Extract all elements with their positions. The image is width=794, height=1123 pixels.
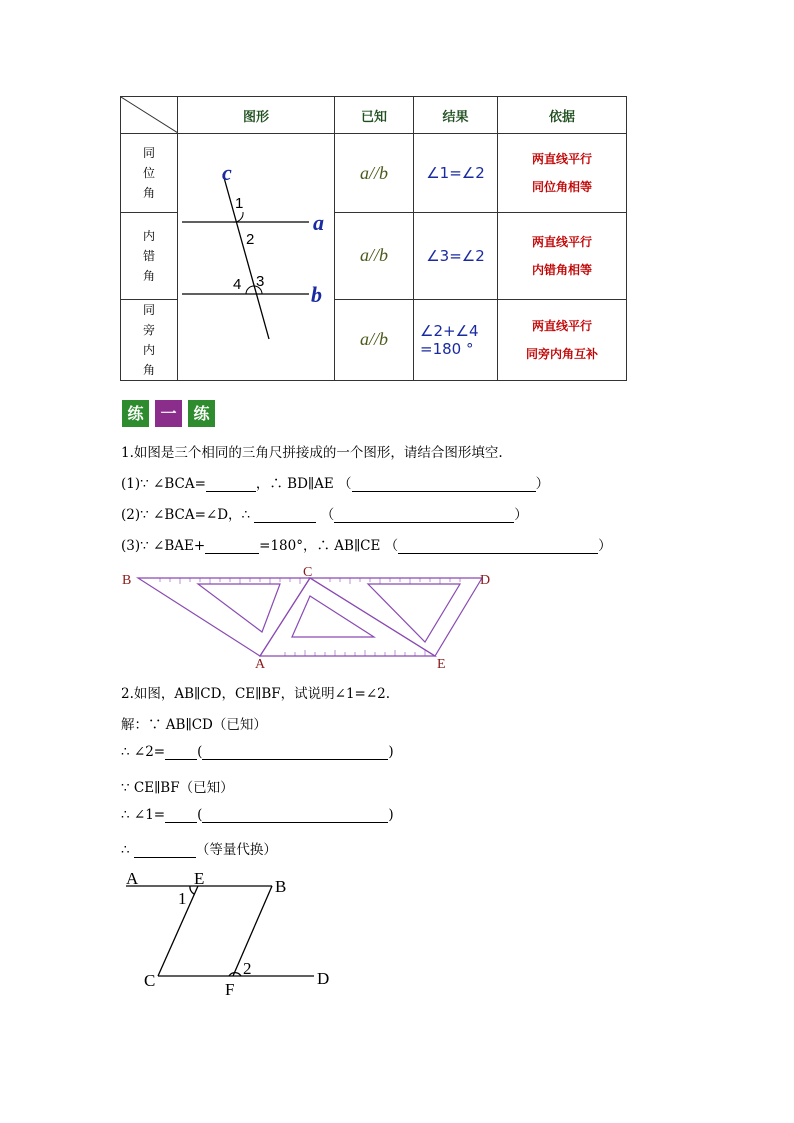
- angle-1-label-q2: 1: [178, 889, 187, 908]
- inner-cutout-middle: [292, 596, 374, 637]
- banner-char-3: 练: [188, 400, 215, 427]
- q1-blank-1a[interactable]: [206, 477, 256, 492]
- q2-blank-4b[interactable]: [202, 808, 388, 823]
- angle-3-label: 3: [256, 273, 265, 290]
- ruler-ticks-left: [160, 578, 300, 584]
- angle-4-label: 4: [233, 276, 242, 293]
- q2-step-5: ∴ （等量代换）: [121, 842, 277, 858]
- label-b: b: [311, 282, 322, 307]
- diagonal-line: [121, 97, 178, 133]
- angle-2-label-q2: 2: [243, 959, 252, 978]
- q1-title: 1.如图是三个相同的三角尺拼接成的一个图形，请结合图形填空.: [121, 445, 503, 461]
- point-D: D: [480, 573, 491, 588]
- point-D2: D: [317, 969, 330, 988]
- q2-blank-5[interactable]: [134, 843, 196, 858]
- inner-cutout-right: [368, 584, 460, 642]
- result-1: ∠1=∠2: [414, 134, 498, 213]
- known-3: a//b: [335, 299, 414, 380]
- basis-1: 两直线平行 同位角相等: [498, 134, 627, 213]
- q1-line-1: (1)∵ ∠BCA= ，∴ BD∥AE （ ）: [121, 476, 550, 492]
- point-B: B: [122, 573, 132, 588]
- ruler-triangle-middle: [260, 578, 435, 656]
- header-known: 已知: [335, 97, 414, 134]
- point-E2: E: [194, 869, 205, 888]
- row-label-alternate: 内 错 角: [121, 213, 178, 299]
- point-A2: A: [126, 869, 139, 888]
- header-figure: 图形: [178, 97, 335, 134]
- point-F2: F: [225, 980, 235, 999]
- q1-blank-3a[interactable]: [205, 539, 259, 554]
- triangle-rulers-figure: [120, 562, 500, 674]
- practice-banner: [122, 400, 221, 427]
- angle-1-label: 1: [235, 195, 244, 212]
- q2-blank-2a[interactable]: [165, 745, 197, 760]
- banner-char-2: 一: [155, 400, 182, 427]
- parallel-lines-figure: [178, 134, 335, 380]
- header-result: 结果: [414, 97, 498, 134]
- figure-cell: [178, 134, 335, 381]
- parallelogram-figure: [120, 864, 340, 1000]
- basis-3: 两直线平行 同旁内角互补: [498, 299, 627, 380]
- q1-line-2: (2)∵ ∠BCA=∠D，∴ （ ）: [121, 507, 528, 523]
- q1-blank-2b[interactable]: [334, 508, 514, 523]
- ruler-ticks-right: [330, 578, 460, 584]
- basis-2: 两直线平行 内错角相等: [498, 213, 627, 299]
- q1-blank-1b[interactable]: [352, 477, 536, 492]
- point-C2: C: [144, 971, 156, 990]
- row-label-same-side: 同 旁 内 角: [121, 299, 178, 380]
- q2-step-1: 解：∵ AB∥CD（已知）: [121, 717, 267, 733]
- q2-step-3: ∵ CE∥BF（已知）: [121, 780, 234, 796]
- point-A: A: [255, 657, 266, 672]
- q1-blank-2a[interactable]: [254, 508, 316, 523]
- result-2: ∠3=∠2: [414, 213, 498, 299]
- q2-step-4: ∴ ∠1= ( ): [121, 807, 394, 823]
- label-c: c: [222, 160, 232, 185]
- parallel-properties-table: [120, 96, 627, 381]
- point-B2: B: [275, 877, 287, 896]
- line-c: [223, 174, 269, 339]
- q1-line-3: (3)∵ ∠BAE+ =180°，∴ AB∥CE （ ）: [121, 538, 612, 554]
- banner-char-1: 练: [122, 400, 149, 427]
- known-2: a//b: [335, 213, 414, 299]
- q2-step-2: ∴ ∠2= ( ): [121, 744, 394, 760]
- angle-2-label: 2: [246, 231, 255, 248]
- ruler-ticks-bottom: [285, 650, 425, 656]
- known-1: a//b: [335, 134, 414, 213]
- label-a: a: [313, 210, 324, 235]
- point-C: C: [303, 565, 313, 580]
- result-3: ∠2+∠4 =180 °: [414, 299, 498, 380]
- q2-title: 2.如图，AB∥CD，CE∥BF，试说明∠1=∠2.: [121, 686, 391, 702]
- q1-blank-3b[interactable]: [398, 539, 598, 554]
- header-basis: 依据: [498, 97, 627, 134]
- line-BF: [233, 886, 272, 976]
- row-label-corresponding: 同 位 角: [121, 134, 178, 213]
- point-E: E: [437, 657, 446, 672]
- q2-blank-2b[interactable]: [202, 745, 388, 760]
- diagonal-header-cell: [121, 97, 178, 134]
- ruler-triangle-left: [138, 578, 310, 656]
- q2-blank-4a[interactable]: [165, 808, 197, 823]
